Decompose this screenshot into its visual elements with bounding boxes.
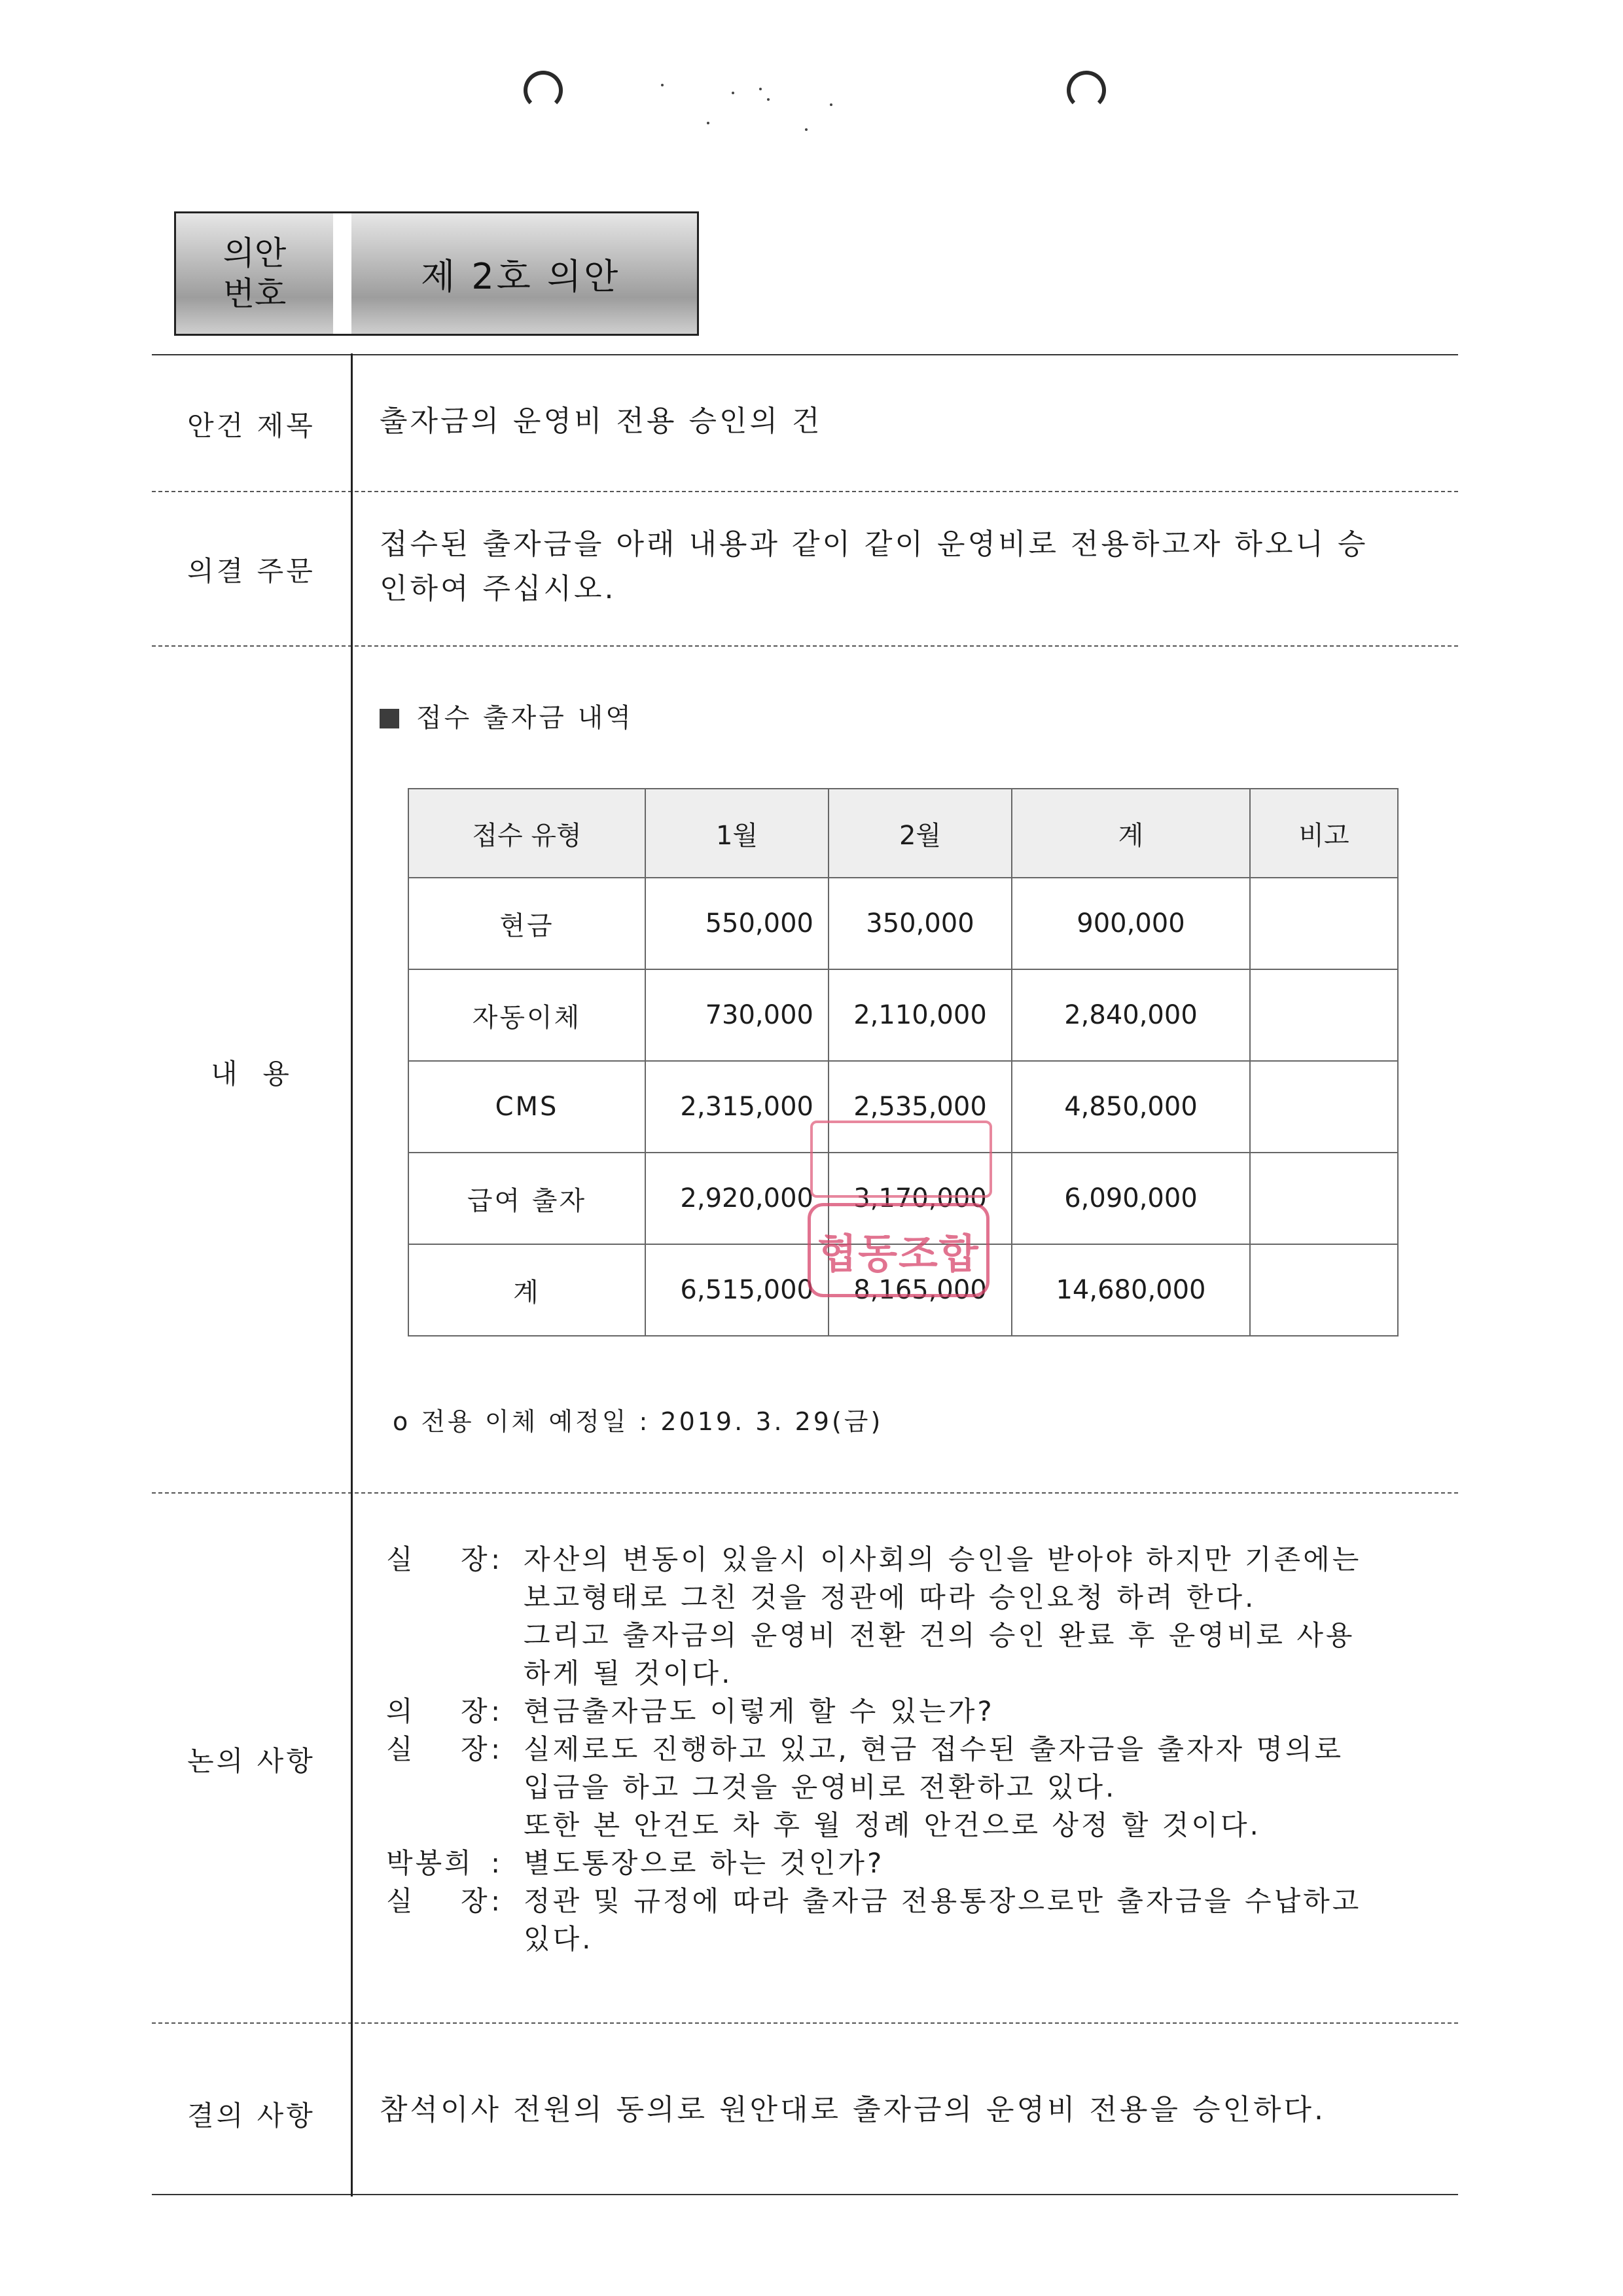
- divider: [152, 645, 1458, 647]
- table-header-row: [408, 789, 1398, 878]
- table-header-cell: 비고: [1250, 789, 1398, 878]
- table-cell-type: 현금: [408, 878, 645, 969]
- content-subheading: [380, 696, 633, 740]
- table-cell-total: 2,840,000: [1012, 969, 1250, 1061]
- agenda-number-title: 제 2호 의안: [421, 255, 621, 297]
- divider: [152, 1492, 1458, 1494]
- seal-stamp-text: 협동조합: [808, 1203, 990, 1297]
- divider: [152, 491, 1458, 492]
- table-cell-jan: 6,515,000: [645, 1244, 829, 1336]
- seal-stamp-upper: [810, 1121, 992, 1198]
- scan-speck: [830, 103, 832, 106]
- scan-speck: [707, 122, 709, 124]
- speaker-name: 실 장: [386, 1733, 490, 1765]
- table-cell-jan: 2,315,000: [645, 1061, 829, 1153]
- punch-hole-left: [524, 71, 563, 110]
- scan-speck: [732, 92, 734, 94]
- cooperative-seal-stamp: [808, 1121, 990, 1292]
- table-cell-type: CMS: [408, 1061, 645, 1153]
- discussion-line: 실제로도 진행하고 있고, 현금 접수된 출자금을 출자자 명의로: [524, 1733, 1344, 1765]
- label-column-divider: [351, 353, 353, 2197]
- table-cell-note: [1250, 1244, 1398, 1336]
- content-subheading-text: 접수 출자금 내역: [416, 703, 633, 733]
- table-cell-feb: 8,165,000: [829, 1244, 1012, 1336]
- decision-text: 참석이사 전원의 동의로 원안대로 출자금의 운영비 전용을 승인하다.: [380, 2093, 1326, 2126]
- resolution-label: 의결 주문: [187, 555, 315, 587]
- table-cell-total: 900,000: [1012, 878, 1250, 969]
- discussion-entry: 실 장 : 자산의 변동이 있을시 이사회의 승인을 받아야 하지만 기존에는 보고형태로 그친 것을 정관에 따라 승인요청 하려 한다. 그리고 출자금의 운영비 전환 건의 승인 완료 후 운영비로 사용 하게 될 것이다.: [386, 1541, 1584, 1693]
- resolution-text: [380, 522, 1368, 611]
- table-cell-jan: 730,000: [645, 969, 829, 1061]
- scan-speck: [805, 128, 808, 131]
- table-row: [408, 969, 1398, 1061]
- resolution-line: 인하여 주십시오.: [380, 572, 616, 605]
- divider-bottom: [152, 2194, 1458, 2195]
- title-divider: [333, 213, 351, 334]
- discussion-line: 현금출자금도 이렇게 할 수 있는가?: [524, 1695, 995, 1727]
- discussion-entry: 실 장 : 실제로도 진행하고 있고, 현금 접수된 출자금을 출자자 명의로 입금을 하고 그것을 운영비로 전환하고 있다. 또한 본 안건도 차 후 월 정례 안건으로 상정 할 것이다.: [386, 1731, 1584, 1844]
- agenda-number-label-line2: 번호: [223, 275, 287, 313]
- punch-hole-right: [1067, 71, 1106, 110]
- table-cell-note: [1250, 1061, 1398, 1153]
- discussion-line: 자산의 변동이 있을시 이사회의 승인을 받아야 하지만 기존에는: [524, 1543, 1362, 1575]
- discussion-line: 정관 및 규정에 따라 출자금 전용통장으로만 출자금을 수납하고: [524, 1885, 1362, 1917]
- resolution-line: 접수된 출자금을 아래 내용과 같이 같이 운영비로 전용하고자 하오니 승: [380, 528, 1368, 561]
- speaker-name: 의 장: [386, 1695, 490, 1727]
- agenda-title-label: 안건 제목: [187, 410, 315, 442]
- speaker-name: 실 장: [386, 1885, 490, 1917]
- table-cell-type: 계: [408, 1244, 645, 1336]
- discussion-line: 입금을 하고 그것을 운영비로 전환하고 있다.: [524, 1771, 1117, 1803]
- table-header-cell: 1월: [645, 789, 829, 878]
- speaker-name: 박봉희: [386, 1847, 474, 1879]
- table-cell-feb: 2,110,000: [829, 969, 1012, 1061]
- discussion-line: 그리고 출자금의 운영비 전환 건의 승인 완료 후 운영비로 사용: [524, 1619, 1355, 1651]
- table-header-cell: 계: [1012, 789, 1250, 878]
- black-square-icon: [380, 709, 399, 728]
- table-cell-note: [1250, 1153, 1398, 1244]
- table-row: [408, 878, 1398, 969]
- divider: [152, 2022, 1458, 2024]
- agenda-number-label-line1: 의안: [223, 234, 287, 272]
- table-cell-total: 14,680,000: [1012, 1244, 1250, 1336]
- table-cell-feb: 3,170,000: [829, 1153, 1012, 1244]
- discussion-line: 하게 될 것이다.: [524, 1657, 733, 1689]
- agenda-number-box: [174, 211, 699, 336]
- content-label: 내 용: [211, 1058, 292, 1090]
- discussion-line: 있다.: [524, 1923, 594, 1955]
- table-cell-type: 자동이체: [408, 969, 645, 1061]
- table-cell-feb: 2,535,000: [829, 1061, 1012, 1153]
- decision-label: 결의 사항: [187, 2100, 315, 2132]
- table-cell-total: 6,090,000: [1012, 1153, 1250, 1244]
- discussion-line: 보고형태로 그친 것을 정관에 따라 승인요청 하려 한다.: [524, 1581, 1257, 1613]
- transfer-date-note: o 전용 이체 예정일 : 2019. 3. 29(금): [393, 1407, 883, 1436]
- scan-speck: [767, 98, 770, 101]
- table-cell-total: 4,850,000: [1012, 1061, 1250, 1153]
- scan-speck: [759, 88, 762, 90]
- table-cell-jan: 550,000: [645, 878, 829, 969]
- table-cell-note: [1250, 969, 1398, 1061]
- agenda-number-label: [176, 213, 333, 334]
- discussion-entry: 의 장 : 현금출자금도 이렇게 할 수 있는가?: [386, 1693, 1584, 1731]
- table-cell-feb: 350,000: [829, 878, 1012, 969]
- table-header-cell: 접수 유형: [408, 789, 645, 878]
- table-header-cell: 2월: [829, 789, 1012, 878]
- discussion-label: 논의 사항: [187, 1745, 315, 1777]
- speaker-name: 실 장: [386, 1543, 490, 1575]
- table-cell-jan: 2,920,000: [645, 1153, 829, 1244]
- discussion-line: 별도통장으로 하는 것인가?: [524, 1847, 885, 1879]
- discussion-line: 또한 본 안건도 차 후 월 정례 안건으로 상정 할 것이다.: [524, 1809, 1261, 1841]
- table-cell-note: [1250, 878, 1398, 969]
- discussion-log: [386, 1541, 1584, 1958]
- agenda-title-text: 출자금의 운영비 전용 승인의 건: [380, 404, 823, 438]
- table-cell-type: 급여 출자: [408, 1153, 645, 1244]
- divider-top: [152, 354, 1458, 355]
- discussion-entry: 박봉희 : 별도통장으로 하는 것인가?: [386, 1844, 1584, 1882]
- scan-speck: [661, 84, 664, 86]
- discussion-entry: 실 장 : 정관 및 규정에 따라 출자금 전용통장으로만 출자금을 수납하고 있다.: [386, 1882, 1584, 1958]
